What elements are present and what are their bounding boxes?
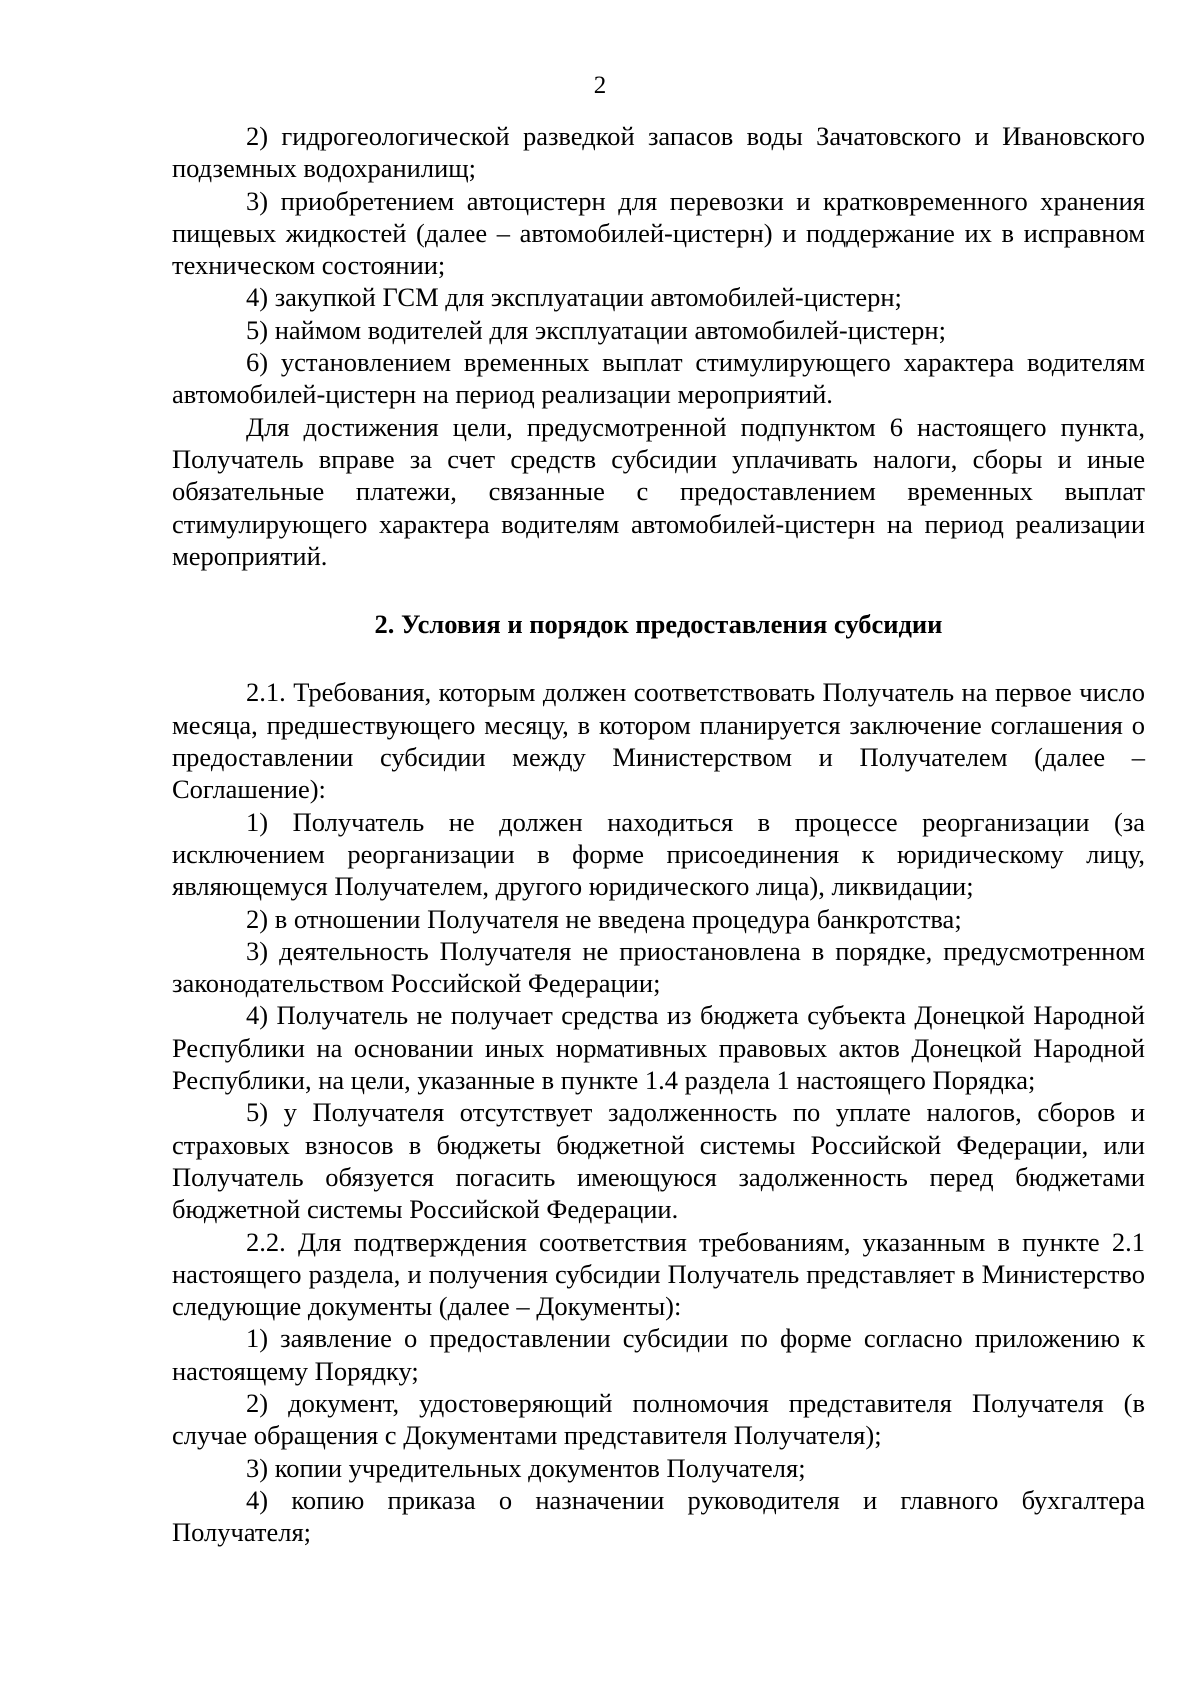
page-number: 2	[593, 72, 607, 99]
paragraph: 2) гидрогеологической разведкой запасов воды Зачатовского и Ивановского подземных водохранилищ;	[172, 121, 1145, 184]
paragraph: 2.1. Требования, которым должен соответствовать Получатель на первое число месяца, предшествующего месяцу, в котором планируется заключение соглашения о предоставлении субсидии между Министерством и Получателем (далее – Соглашение):	[172, 677, 1145, 805]
section-heading: 2. Условия и порядок предоставления субсидии	[374, 609, 943, 640]
paragraph: Для достижения цели, предусмотренной подпунктом 6 настоящего пункта, Получатель вправе за счет средств субсидии уплачивать налоги, сборы и иные обязательные платежи, связанные с предоставлением временных выплат стимулирующего характера водителям автомобилей-цистерн на период реализации мероприятий.	[172, 411, 1145, 571]
paragraph: 2) документ, удостоверяющий полномочия представителя Получателя (в случае обращения с Документами представителя Получателя);	[172, 1387, 1145, 1451]
paragraph: 3) копии учредительных документов Получателя;	[246, 1452, 806, 1483]
paragraph: 4) Получатель не получает средства из бюджета субъекта Донецкой Народной Республики на основании иных нормативных правовых актов Донецкой Народной Республики, на цели, указанные в пункте 1.4 раздела 1 настоящего Порядка;	[172, 1000, 1145, 1096]
paragraph: 2.2. Для подтверждения соответствия требованиям, указанным в пункте 2.1 настоящего раздела, и получения субсидии Получатель представляет в Министерство следующие документы (далее – Документы):	[172, 1226, 1145, 1322]
paragraph: 4) закупкой ГСМ для эксплуатации автомобилей-цистерн;	[246, 282, 902, 313]
paragraph: 1) Получатель не должен находиться в процессе реорганизации (за исключением реорганизации в форме присоединения к юридическому лицу, являющемуся Получателем, другого юридического лица), ликвидации;	[172, 806, 1145, 902]
paragraph: 5) у Получателя отсутствует задолженность по уплате налогов, сборов и страховых взносов в бюджеты бюджетной системы Российской Федерации, или Получатель обязуется погасить имеющуюся задолженность перед бюджетами бюджетной системы Российской Федерации.	[172, 1097, 1145, 1225]
paragraph: 2) в отношении Получателя не введена процедура банкротства;	[246, 903, 962, 934]
paragraph: 3) приобретением автоцистерн для перевозки и кратковременного хранения пищевых жидкостей (далее – автомобилей-цистерн) и поддержание их в исправном техническом состоянии;	[172, 185, 1145, 281]
paragraph: 1) заявление о предоставлении субсидии по форме согласно приложению к настоящему Порядку;	[172, 1323, 1145, 1386]
paragraph: 6) установлением временных выплат стимулирующего характера водителям автомобилей-цистерн на период реализации мероприятий.	[172, 347, 1145, 410]
paragraph: 4) копию приказа о назначении руководителя и главного бухгалтера Получателя;	[172, 1484, 1145, 1548]
paragraph: 5) наймом водителей для эксплуатации автомобилей-цистерн;	[246, 314, 946, 345]
paragraph: 3) деятельность Получателя не приостановлена в порядке, предусмотренном законодательством Российской Федерации;	[172, 935, 1145, 999]
document-body	[172, 120, 1145, 1548]
